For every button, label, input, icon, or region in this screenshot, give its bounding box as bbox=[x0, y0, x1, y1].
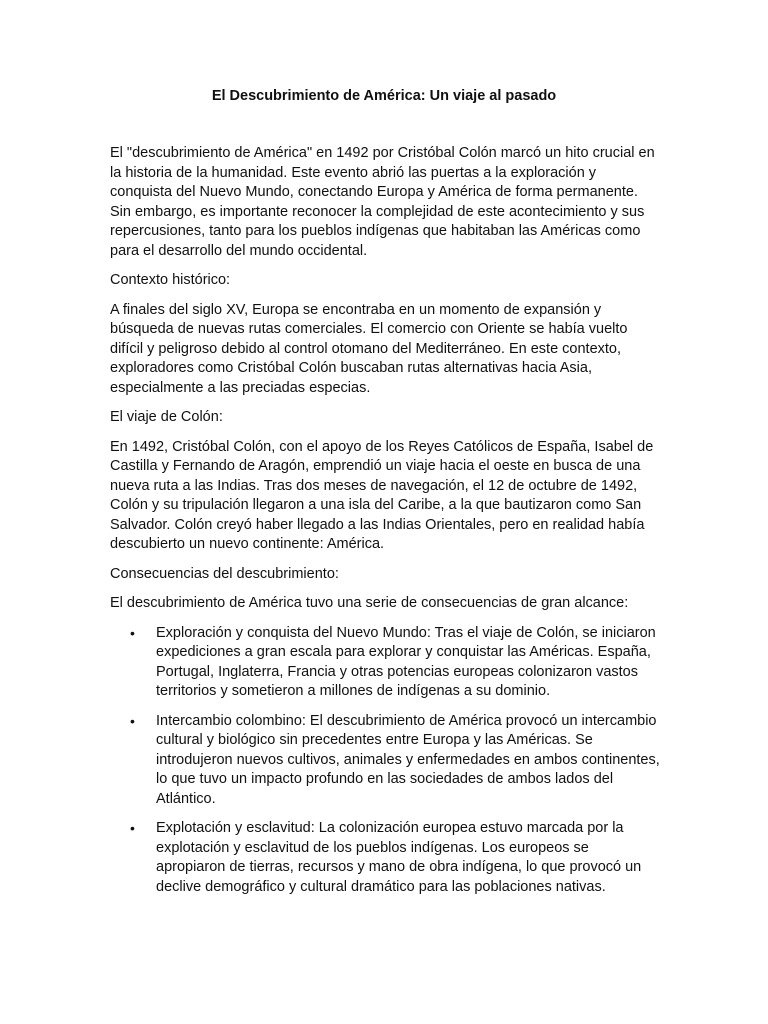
list-item bbox=[110, 712, 662, 810]
list-item bbox=[110, 624, 662, 702]
bullet-icon: • bbox=[130, 624, 135, 641]
list-item-text: Explotación y esclavitud: La colonización europea estuvo marcada por la explotación y esclavitud de los pueblos indígenas. Los europeos se apropiaron de tierras, recursos y mano de obra indígena, lo que provocó un declive demográfico y cultural dramático para las poblaciones nativas. bbox=[156, 820, 642, 895]
list-item bbox=[110, 819, 662, 897]
paragraph-viaje: En 1492, Cristóbal Colón, con el apoyo de los Reyes Católicos de España, Isabel de Castilla y Fernando de Aragón, emprendió un viaje hacia el oeste en busca de una nueva ruta a las Indias. Tras dos meses de navegación, el 12 de octubre de 1492, Colón y su tripulación llegaron a una isla del Caribe, a la que bautizaron como San Salvador. Colón creyó haber llegado a las Indias Orientales, pero en realidad había descubierto un nuevo continente: América. bbox=[110, 438, 654, 552]
section-heading-contexto: Contexto histórico: bbox=[110, 272, 231, 288]
section-heading-consecuencias: Consecuencias del descubrimiento: bbox=[110, 565, 339, 582]
document-title: El Descubrimiento de América: Un viaje al pasado bbox=[211, 88, 557, 104]
bullet-icon: • bbox=[130, 820, 135, 836]
paragraph-contexto: A finales del siglo XV, Europa se encontraba en un momento de expansión y búsqueda de nuevas rutas comerciales. El comercio con Oriente se había vuelto difícil y peligroso debido al control otomano del Mediterráneo. En este contexto, exploradores como Cristóbal Colón buscaban rutas alternativas hacia Asia, especialmente a las preciadas especias. bbox=[110, 301, 628, 396]
list-item-text: Exploración y conquista del Nuevo Mundo: Tras el viaje de Colón, se iniciaron expediciones a gran escala para explorar y conquistar las Américas. España, Portugal, Inglaterra, Francia y otras potencias europeas colonizaron vastos territorios y sometieron a millones de indígenas a su dominio. bbox=[156, 624, 656, 699]
section-heading-viaje: El viaje de Colón: bbox=[110, 409, 223, 425]
paragraph-consecuencias-intro: El descubrimiento de América tuvo una serie de consecuencias de gran alcance: bbox=[110, 595, 629, 611]
bullet-icon: • bbox=[130, 712, 135, 729]
consequences-list bbox=[110, 624, 662, 898]
paragraph-intro: El "descubrimiento de América" en 1492 por Cristóbal Colón marcó un hito crucial en la historia de la humanidad. Este evento abrió las puertas a la exploración y conquista del Nuevo Mundo, conectando Europa y América de forma permanente. Sin embargo, es importante reconocer la complejidad de este acontecimiento y sus repercusiones, tanto para los pueblos indígenas que habitaban las Américas como para el desarrollo del mundo occidental. bbox=[110, 145, 655, 259]
list-item-text: Intercambio colombino: El descubrimiento de América provocó un intercambio cultural y biológico sin precedentes entre Europa y las Américas. Se introdujeron nuevos cultivos, animales y enfermedades en ambos continentes, lo que tuvo un impacto profundo en las sociedades de ambos lados del Atlántico. bbox=[156, 712, 660, 807]
document-body bbox=[110, 144, 662, 907]
